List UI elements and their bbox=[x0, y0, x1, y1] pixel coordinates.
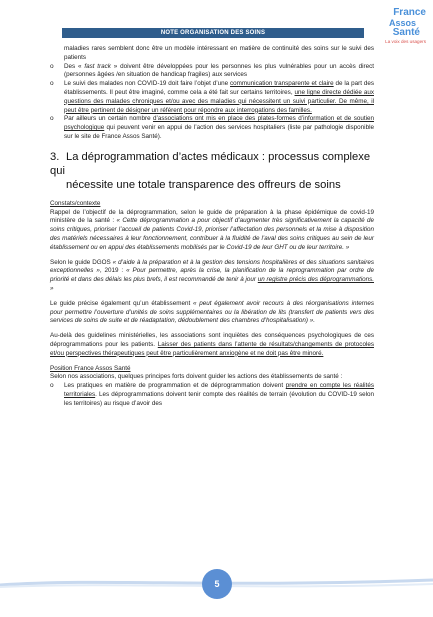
intro-bullet-list bbox=[50, 63, 374, 142]
constats-heading: Constats/contexte bbox=[50, 199, 101, 207]
position-heading: Position France Assos Santé bbox=[50, 364, 131, 372]
section-title-line1: La déprogrammation d’actes médicaux : processus complexe qui bbox=[50, 150, 371, 177]
list-item: o Par ailleurs un certain nombre d’associations ont mis en place des plates-formes d’information et de soutien psychologique qui peuvent venir en appui de l’action des services hospitaliers (liste par pathologie disponible sur le site de France Assos Santé). bbox=[50, 115, 375, 140]
list-item: o Les pratiques en matière de programmation et de déprogrammation doivent prendre en compte les réalités territoriales. Les déprogrammations doivent tenir compte des réalités de terrain (évolution du COVID-19 selon les territoires) au risque d’avoir des bbox=[50, 382, 374, 407]
bullet-icon: o bbox=[50, 115, 54, 123]
position-intro: Selon nos associations, quelques principes forts doivent guider les actions des établissements de santé : bbox=[50, 373, 343, 381]
list-item: o Des « fast track » doivent être développées pour les personnes les plus vulnérables pour un accès direct (personnes âgées /en situation de handicap fragiles) aux services bbox=[50, 62, 374, 79]
header-band bbox=[62, 28, 364, 38]
page-number-badge bbox=[202, 569, 232, 599]
page-number: 5 bbox=[214, 579, 220, 589]
position-bullet-list bbox=[50, 382, 374, 408]
header-title: NOTE ORGANISATION DES SOINS bbox=[160, 30, 266, 36]
section-title-line2: nécessite une totale transparence des offreurs de soins bbox=[66, 178, 341, 191]
page-content bbox=[50, 45, 374, 409]
section-heading bbox=[50, 150, 374, 192]
logo-tagline: La voix des usagers bbox=[385, 39, 426, 44]
logo-line2: Assos bbox=[388, 18, 416, 28]
intro-continuation: maladies rares semblent donc être un modèle intéressant en matière de continuité des soins sur le suivi des patients bbox=[64, 45, 374, 61]
section-number: 3. bbox=[50, 150, 60, 163]
logo-line3: Santé bbox=[392, 27, 420, 38]
bullet-icon: o bbox=[50, 62, 54, 70]
bullet-icon: o bbox=[50, 80, 54, 88]
list-item: o Le suivi des malades non COVID-19 doit faire l’objet d’une communication transparente et claire de la part des établissements. Il peut être imaginé, comme cela a été fait sur certains territoires, une ligne directe dédiée aux questions des malades chroniques et/ou avec des maladies qui nécessitent un suivi particulier. De même, il peut être pertinent de désigner un référent pour répondre aux interrogations des familles. bbox=[50, 80, 375, 114]
constats-paragraph-2: Selon le guide DGOS « d’aide à la préparation et à la gestion des tensions hospitalières et des situations sanitaires exceptionnelles », 2019 : « Pour permettre, après la crise, la planification de la reprogrammation par ordre de priorité et dans des délais les plus brefs, il est recommandé de tenir à jour un registre précis des déprogrammations. » bbox=[50, 258, 374, 292]
constats-paragraph-4: Au-delà des guidelines ministérielles, les associations sont inquiètes des conséquences psychologiques de ces déprogrammations pour les patients. Laisser des patients dans l’attente de résultats/changements de protocoles et/ou perspectives thérapeutiques peut être particulièrement anxiogène et ne doit pas être minoré. bbox=[50, 332, 374, 357]
constats-paragraph-3: Le guide précise également qu’un établissement « peut également avoir recours à des réorganisations internes pour permettre l’ouverture d’unités de soins supplémentaires ou la libération de lits (transfert de patients vers des services de soins de suite et de réadaptation, dédoublement des chambres d’hospitalisation) ». bbox=[50, 299, 375, 325]
logo-line1: France bbox=[393, 7, 426, 18]
bullet-icon: o bbox=[50, 382, 54, 390]
constats-paragraph-1: Rappel de l’objectif de la déprogrammation, selon le guide de préparation à la phase épidémique de covid-19 ministère de la santé : « Cette déprogrammation a pour objectif d’augmenter très significativement la capacité de soins critiques, prioriser l’accueil de patients Covid-19, prioriser l’affectation des personnels et la mise à disposition des matériels nécessaires à leur fonctionnement, contribuer à la fluidité de l’aval des soins critiques au sein de leur établissement ou en appui des établissements mobilisés par le Covid-19 de leur GHT ou de leur territoire. » bbox=[50, 208, 374, 251]
